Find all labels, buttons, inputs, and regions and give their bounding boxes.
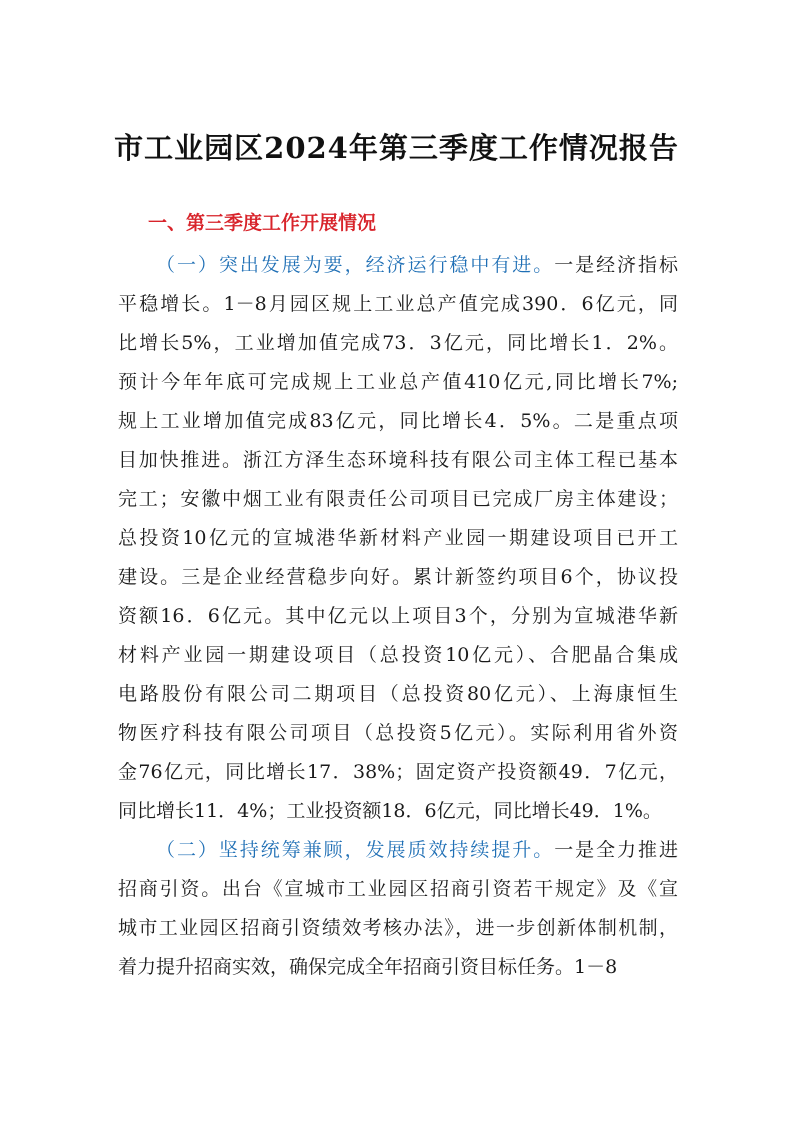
paragraph-line: 同比增长11．4%；工业投资额18．6亿元，同比增长49．1%。 — [118, 800, 662, 822]
body-text — [118, 246, 678, 987]
document-title: 市工业园区2024年第三季度工作情况报告 — [114, 131, 679, 165]
paragraph-line — [118, 246, 678, 285]
paragraph-line: 目加快推进。浙江方泽生态环境科技有限公司主体工程已基本 — [118, 449, 678, 471]
paragraph-line: 材料产业园一期建设项目（总投资10亿元）、合肥晶合集成 — [118, 644, 678, 666]
paragraph-line: 金76亿元，同比增长17．38%；固定资产投资额49．7亿元， — [118, 761, 678, 783]
paragraph-subhead: （二）坚持统筹兼顾，发展质效持续提升。 — [156, 839, 555, 861]
paragraph-line: 电路股份有限公司二期项目（总投资80亿元）、上海康恒生 — [118, 683, 678, 705]
paragraph-line: 平稳增长。1－8月园区规上工业总产值完成390．6亿元，同 — [118, 293, 678, 315]
paragraph-line: 资额16．6亿元。其中亿元以上项目3个，分别为宣城港华新 — [118, 605, 678, 627]
paragraph-line: 比增长5%，工业增加值完成73．3亿元，同比增长1．2%。 — [118, 332, 678, 354]
section-heading: 一、第三季度工作开展情况 — [148, 212, 377, 234]
paragraph-line — [118, 831, 678, 870]
paragraph-subhead: （一）突出发展为要，经济运行稳中有进。 — [156, 254, 555, 276]
paragraph-text: 一是全力推进 — [554, 839, 678, 861]
paragraph-line: 城市工业园区招商引资绩效考核办法》，进一步创新体制机制， — [118, 917, 678, 939]
paragraph-line: 总投资10亿元的宣城港华新材料产业园一期建设项目已开工 — [118, 527, 678, 549]
paragraph-line: 物医疗科技有限公司项目（总投资5亿元）。实际利用省外资 — [118, 722, 678, 744]
paragraph-line: 完工；安徽中烟工业有限责任公司项目已完成厂房主体建设； — [118, 488, 678, 510]
paragraph-text: 一是经济指标 — [554, 254, 678, 276]
paragraph-line: 建设。三是企业经营稳步向好。累计新签约项目6个，协议投 — [118, 566, 678, 588]
paragraph-line: 着力提升招商实效，确保完成全年招商引资目标任务。1－8 — [118, 956, 618, 978]
paragraph-line: 招商引资。出台《宣城市工业园区招商引资若干规定》及《宣 — [118, 878, 678, 900]
paragraph-line: 预计今年年底可完成规上工业总产值410亿元,同比增长7%; — [118, 371, 678, 393]
paragraph-line: 规上工业增加值完成83亿元，同比增长4．5%。二是重点项 — [118, 410, 678, 432]
